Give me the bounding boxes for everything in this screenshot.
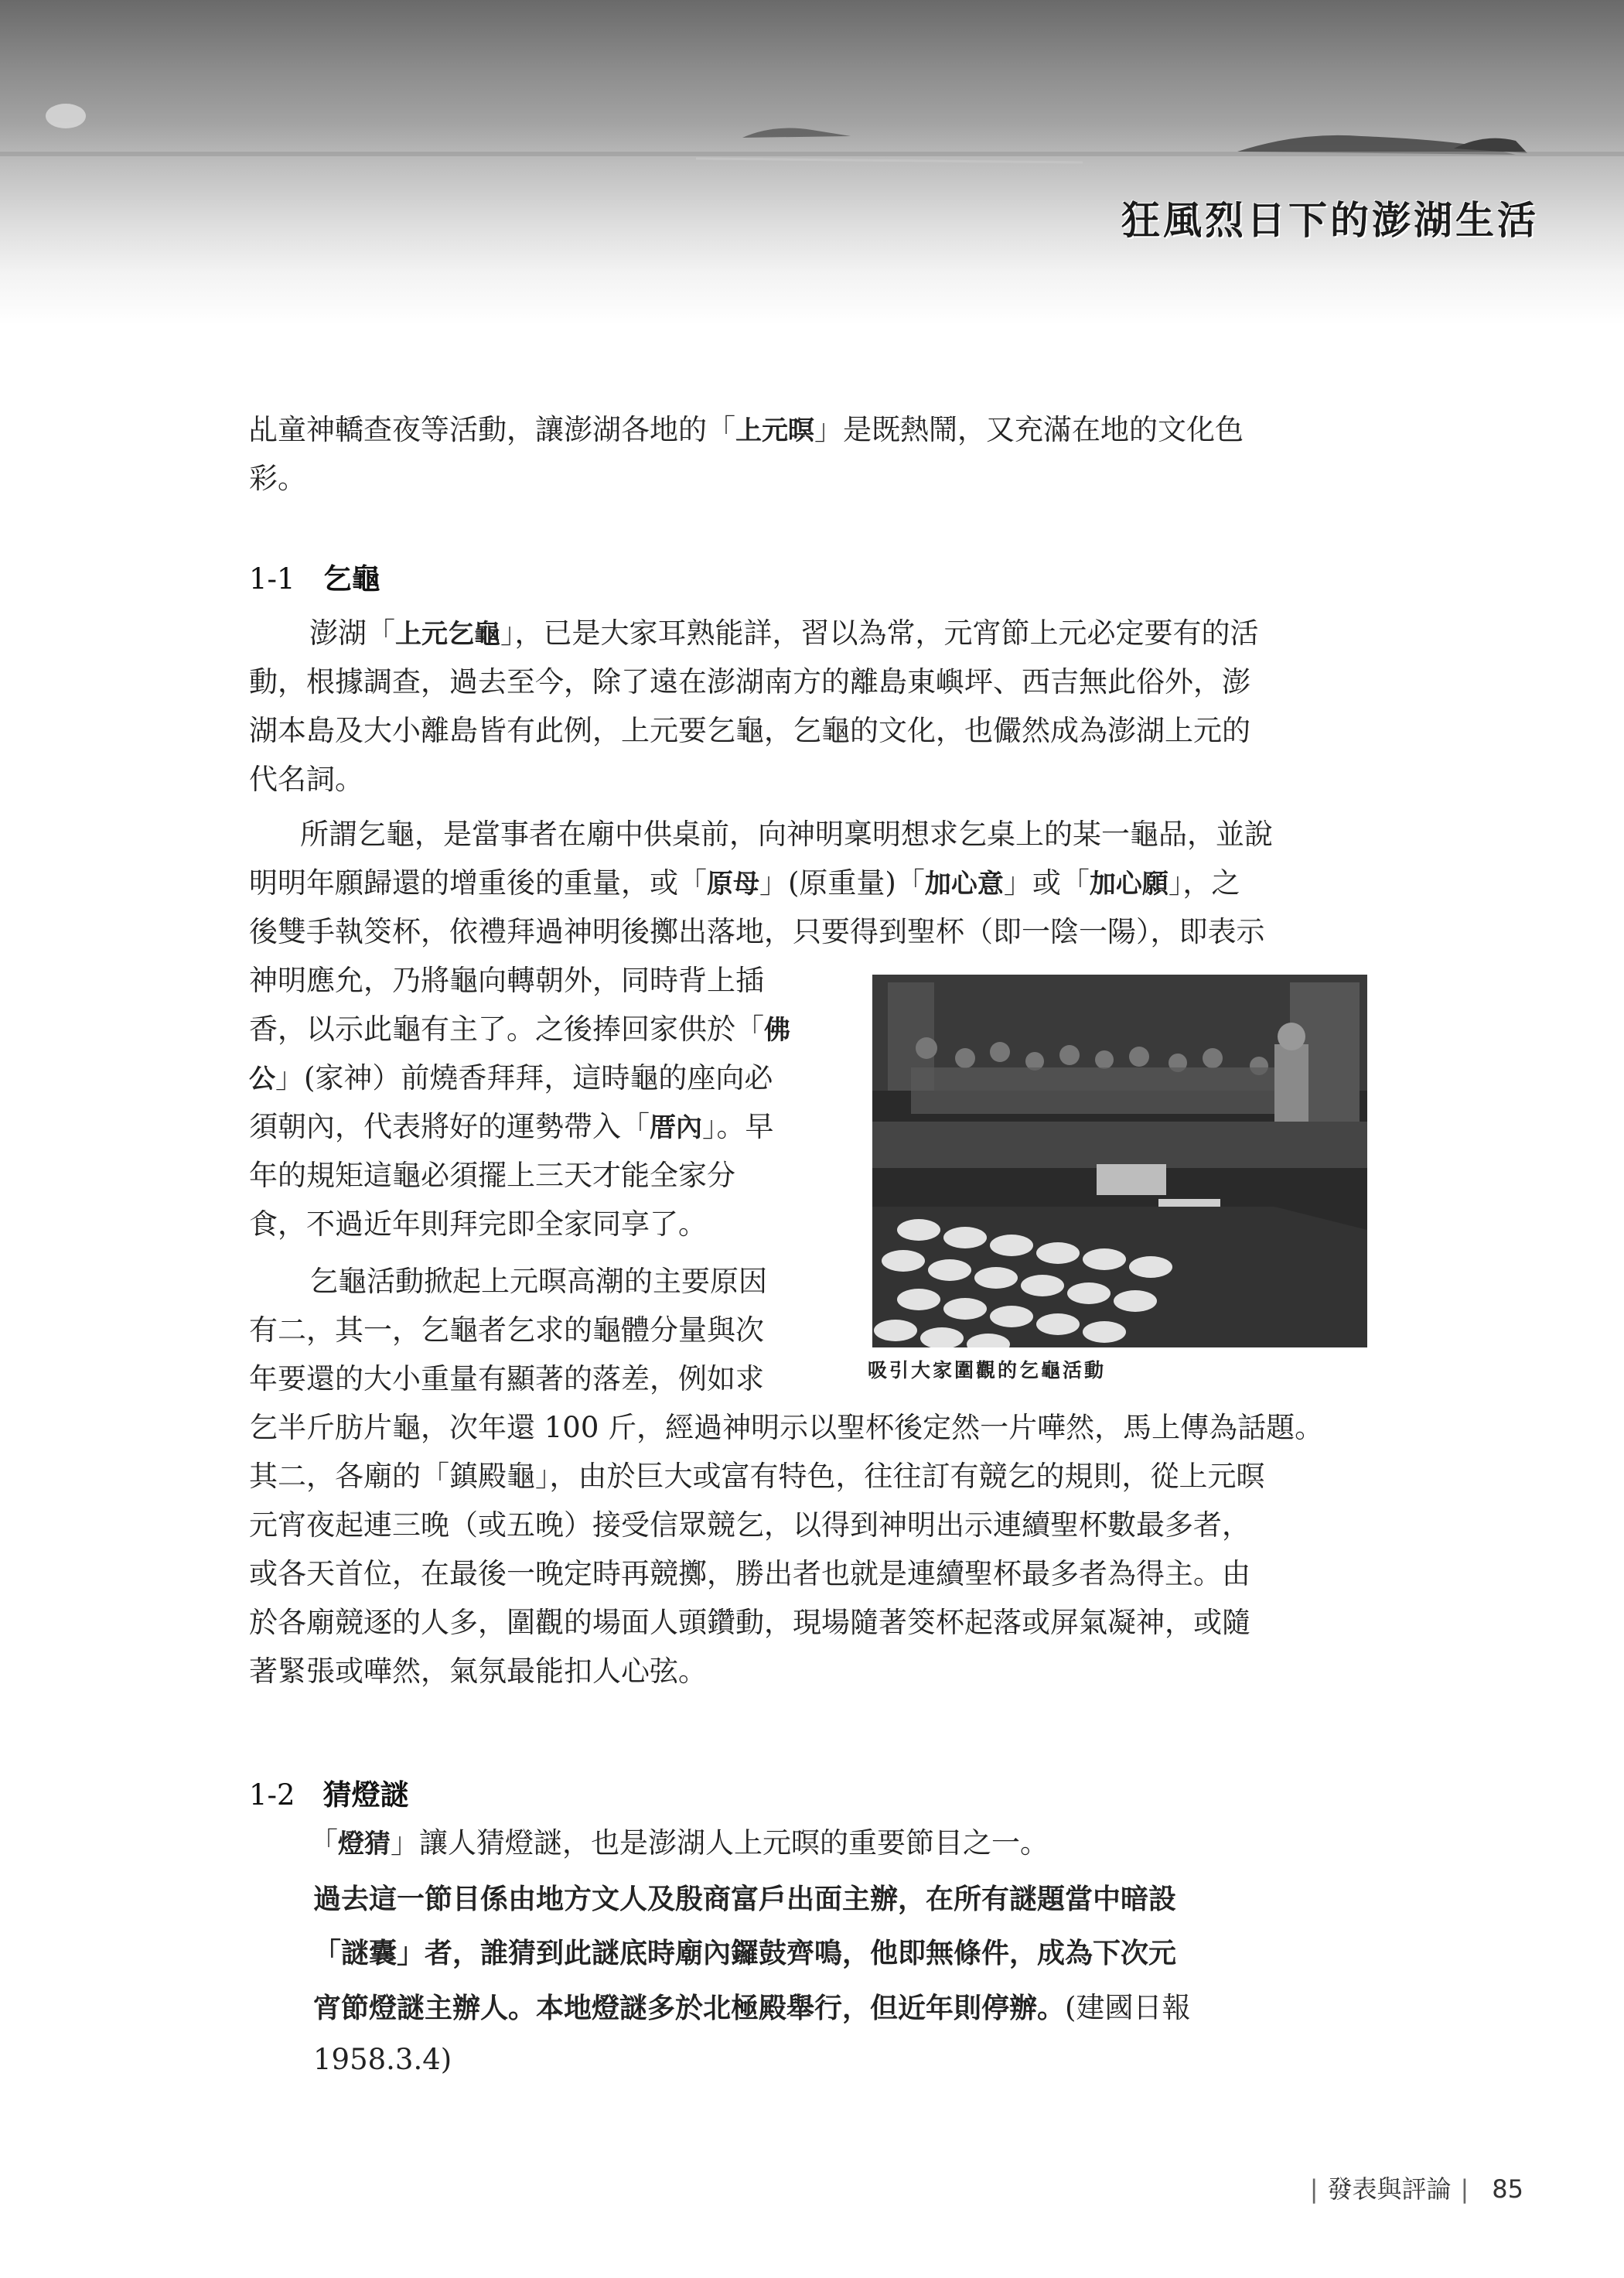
quote-citation: (建國日報	[1065, 1991, 1191, 2024]
s1-p2-line-4: 神明應允，乃將龜向轉朝外，同時背上插	[249, 964, 764, 997]
photo-illustration	[872, 975, 1367, 1347]
s1-p1-line-1: 澎湖「上元乞龜」，已是大家耳熟能詳，習以為常，元宵節上元必定要有的活	[309, 616, 1259, 650]
footer-section-name: 發表與評論	[1327, 2174, 1452, 2204]
intro-line-1: 乩童神轎查夜等活動，讓澎湖各地的「上元暝」是既熱鬧，又充滿在地的文化色	[249, 413, 1244, 446]
page-footer: | 發表與評論 | 85	[1309, 2174, 1523, 2204]
series-title: 狂風烈日下的澎湖生活	[1121, 198, 1539, 243]
page-number: 85	[1492, 2174, 1523, 2204]
s1-p3-line-9: 著緊張或嘩然，氣氛最能扣人心弦。	[249, 1655, 707, 1688]
s1-p3-line-4: 乞半斤肪片龜，次年還 100 斤，經過神明示以聖杯後定然一片嘩然，馬上傳為話題。	[249, 1411, 1324, 1444]
quote-citation-date: 1958.3.4)	[313, 2043, 452, 2076]
section-heading-1-2: 1-2 猜燈謎	[249, 1778, 409, 1812]
turtle-ceremony-photo	[872, 975, 1367, 1347]
s1-p2-line-3: 後雙手執筊杯，依禮拜過神明後擲出落地，只要得到聖杯（即一陰一陽），即表示	[249, 915, 1265, 948]
s1-p3-line-5: 其二，各廟的「鎮殿龜」，由於巨大或富有特色，往往訂有競乞的規則，從上元暝	[249, 1460, 1265, 1493]
s1-p2-line-5: 香，以示此龜有主了。之後捧回家供於「佛	[249, 1013, 790, 1046]
sea-landscape-image	[0, 0, 1624, 325]
s1-p1-line-3: 湖本島及大小離島皆有此例，上元要乞龜，乞龜的文化，也儼然成為澎湖上元的	[249, 714, 1250, 747]
quote-line-1: 過去這一節目係由地方文人及殷商富戶出面主辦，在所有謎題當中暗設	[313, 1884, 1177, 1915]
s1-p3-line-1: 乞龜活動掀起上元暝高潮的主要原因	[309, 1265, 767, 1298]
photo-caption: 吸引大家圍觀的乞龜活動	[868, 1359, 1107, 1381]
s1-p2-line-6: 公」(家神）前燒香拜拜，這時龜的座向必	[249, 1061, 773, 1095]
s2-p1-line: 「燈猜」讓人猜燈謎，也是澎湖人上元暝的重要節目之一。	[309, 1826, 1049, 1860]
s1-p2-line-9: 食，不過近年則拜完即全家同享了。	[249, 1207, 707, 1241]
header-banner	[0, 0, 1624, 325]
s1-p3-line-7: 或各天首位，在最後一晚定時再競擲，勝出者也就是連續聖杯最多者為得主。由	[249, 1557, 1250, 1590]
quote-line-2: 「謎囊」者，誰猜到此謎底時廟內鑼鼓齊鳴，他即無條件，成為下次元	[313, 1938, 1177, 1969]
s1-p3-line-8: 於各廟競逐的人多，圍觀的場面人頭鑽動，現場隨著筊杯起落或屏氣凝神，或隨	[249, 1606, 1250, 1639]
s1-p3-line-6: 元宵夜起連三晚（或五晚）接受信眾競乞，以得到神明出示連續聖杯數最多者，	[249, 1508, 1250, 1542]
section-heading-1-1: 1-1 乞龜	[249, 562, 380, 596]
quote-line-3: 宵節燈謎主辦人。本地燈謎多於北極殿舉行，但近年則停辦。(建國日報	[313, 1991, 1191, 2024]
s1-p2-line-1: 所謂乞龜，是當事者在廟中供桌前，向神明稟明想求乞桌上的某一龜品，並說	[300, 818, 1273, 851]
s1-p1-line-2: 動，根據調查，過去至今，除了遠在澎湖南方的離島東嶼坪、西吉無此俗外，澎	[249, 665, 1250, 698]
intro-line-2: 彩。	[249, 462, 306, 495]
s1-p3-line-3: 年要還的大小重量有顯著的落差，例如求	[249, 1362, 764, 1395]
s1-p2-line-2: 明明年願歸還的增重後的重量，或「原母」(原重量)「加心意」或「加心願」，之	[249, 866, 1240, 900]
s1-p3-line-2: 有二，其一，乞龜者乞求的龜體分量與次	[249, 1313, 764, 1347]
s1-p2-line-8: 年的規矩這龜必須擺上三天才能全家分	[249, 1159, 735, 1192]
s1-p2-line-7: 須朝內，代表將好的運勢帶入「厝內」。早	[249, 1110, 774, 1143]
s1-p1-line-4: 代名詞。	[249, 763, 363, 796]
